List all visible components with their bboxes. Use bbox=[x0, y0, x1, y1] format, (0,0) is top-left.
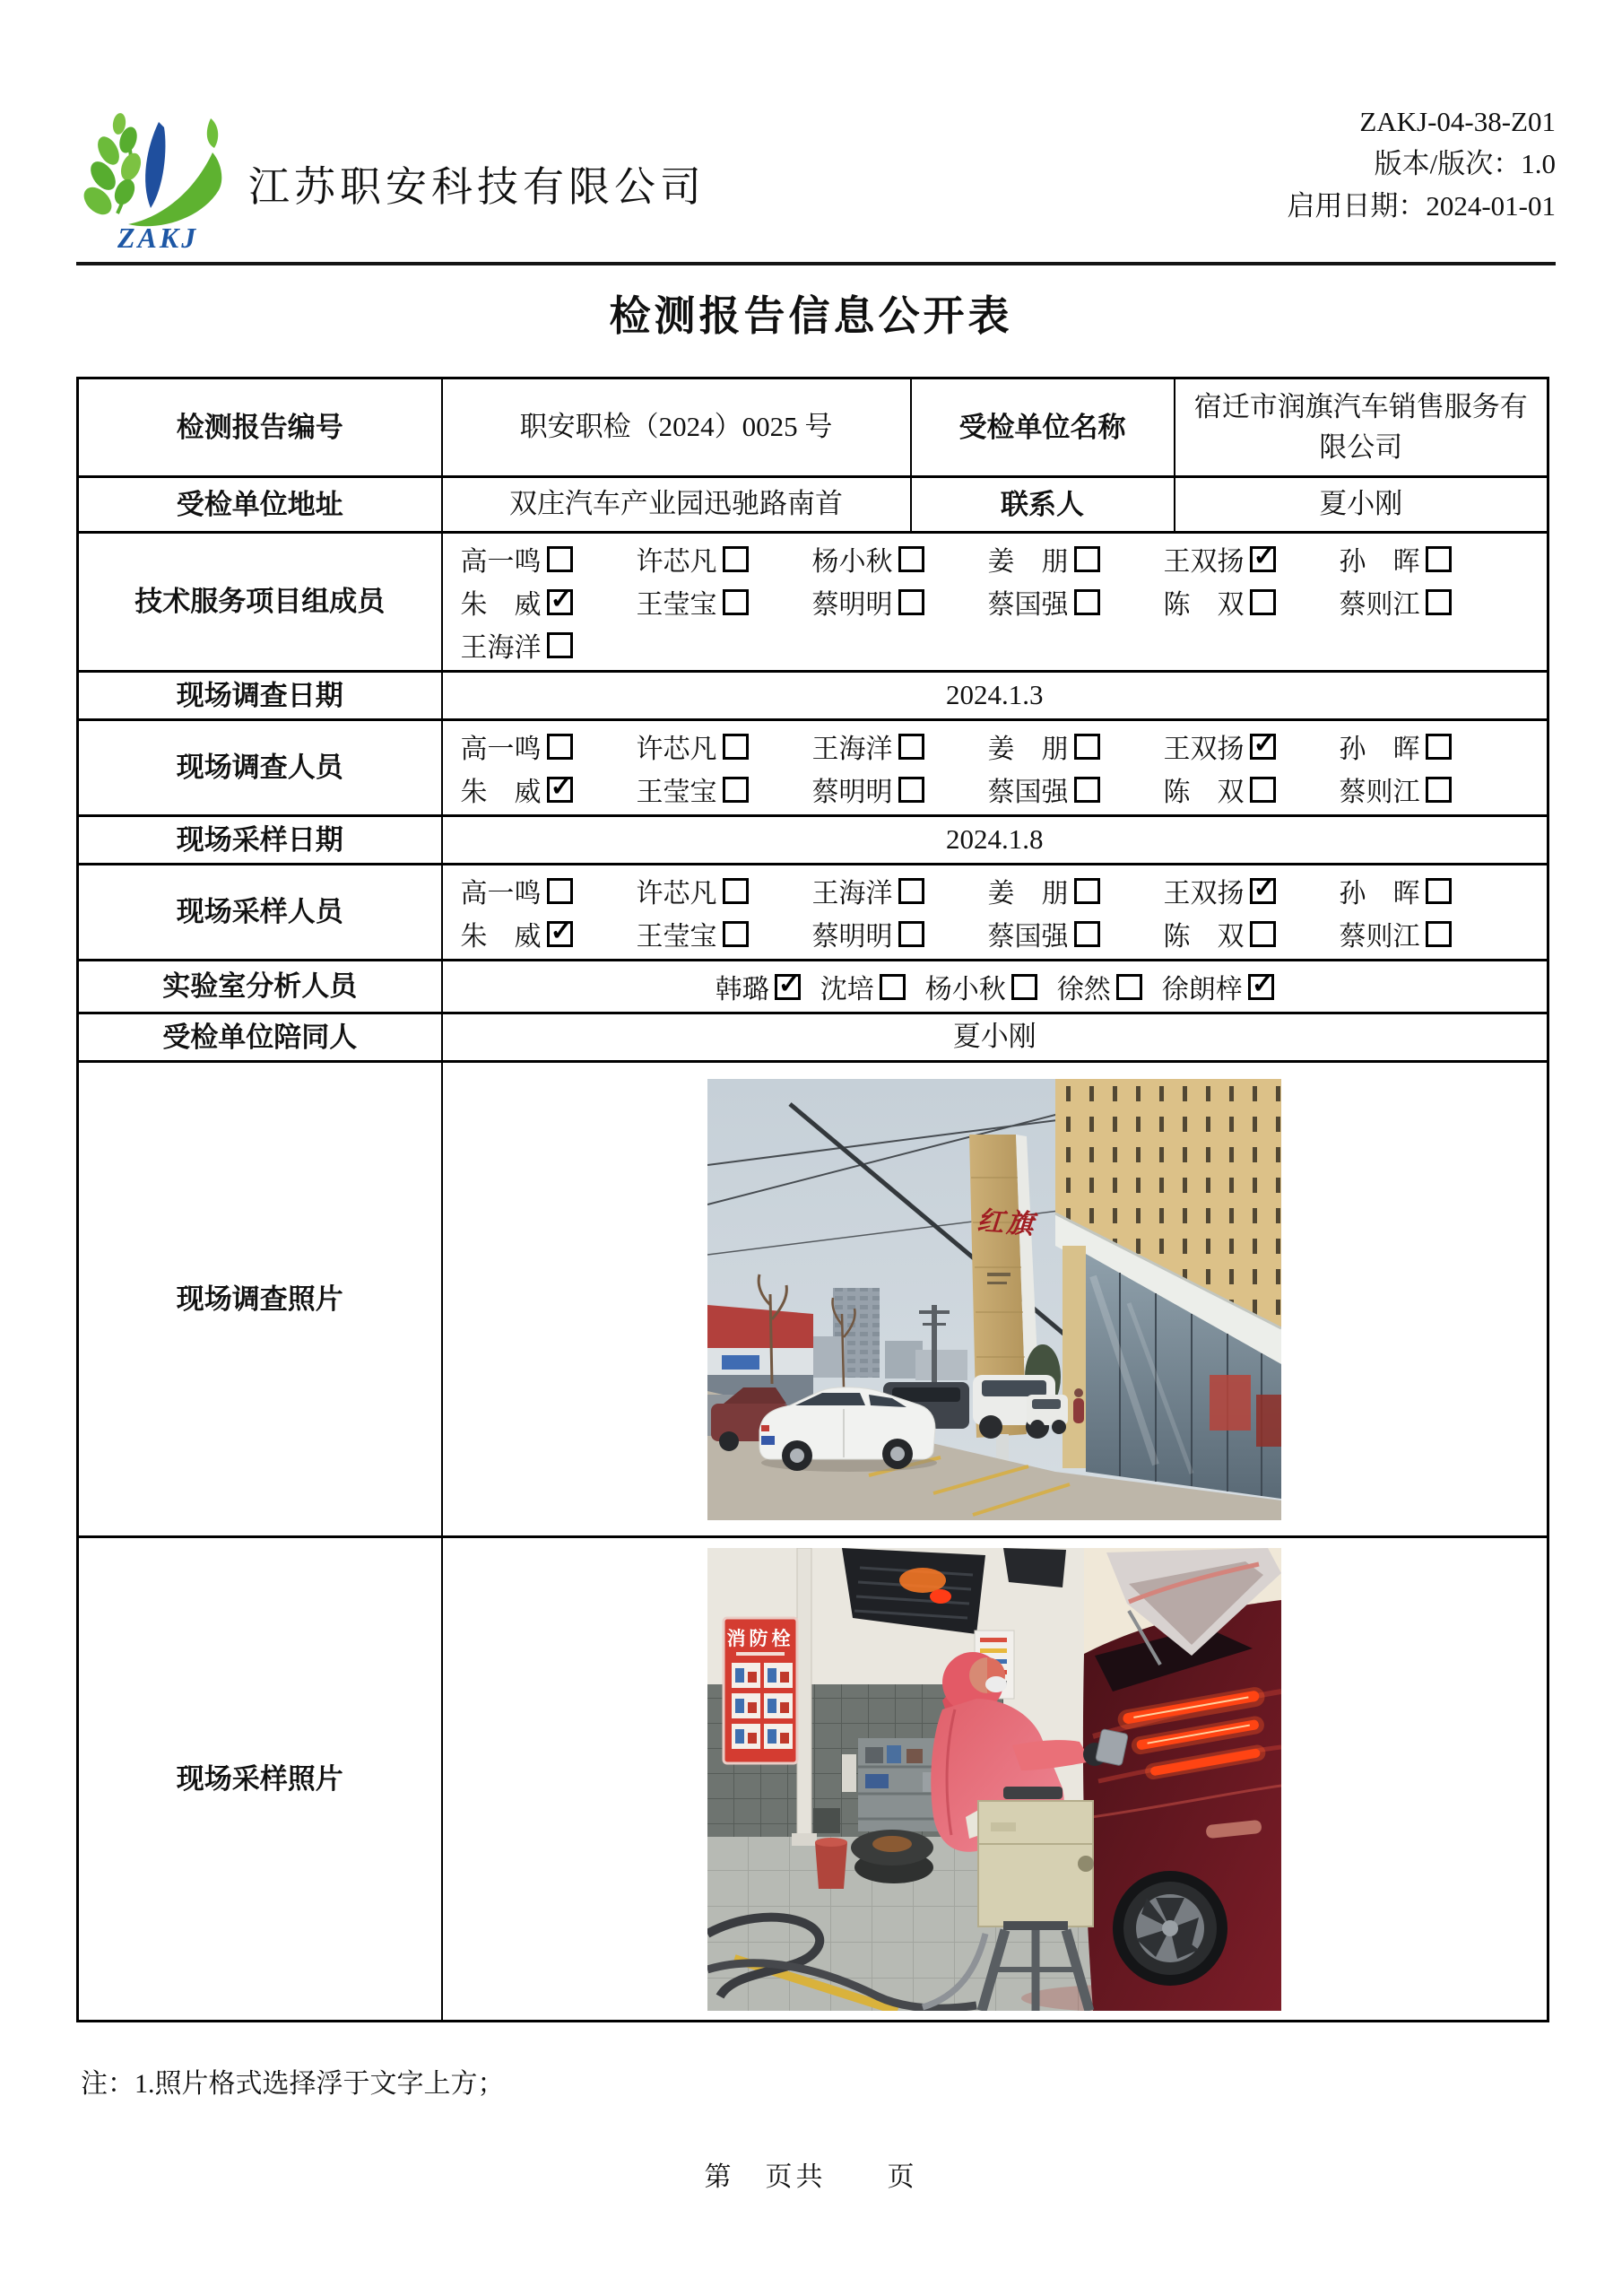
person-option bbox=[925, 967, 1037, 1006]
checkbox-unchecked[interactable] bbox=[723, 589, 749, 615]
person-option bbox=[1162, 967, 1274, 1006]
person-name: 蔡明明 bbox=[811, 922, 893, 952]
header-meta bbox=[1287, 100, 1556, 227]
checkbox-unchecked[interactable] bbox=[880, 974, 906, 1000]
checkbox-unchecked[interactable] bbox=[898, 546, 924, 572]
person-row bbox=[443, 965, 1548, 1008]
survey-photo bbox=[707, 1079, 1281, 1520]
person-option bbox=[637, 914, 812, 953]
zakj-logo-icon bbox=[78, 104, 239, 255]
person-row bbox=[461, 912, 1548, 955]
person-name: 蔡则江 bbox=[1339, 778, 1420, 807]
checkbox-unchecked[interactable] bbox=[1426, 878, 1452, 904]
person-name: 朱 威 bbox=[460, 922, 542, 952]
info-table bbox=[76, 377, 1549, 2022]
checkbox-unchecked[interactable] bbox=[723, 734, 749, 760]
person-name: 蔡明明 bbox=[811, 590, 893, 620]
person-name: 韩璐 bbox=[715, 975, 769, 1004]
checkbox-checked[interactable] bbox=[547, 921, 573, 947]
person-name: 王双扬 bbox=[1163, 547, 1245, 577]
checkbox-unchecked[interactable] bbox=[723, 878, 749, 904]
checkbox-unchecked[interactable] bbox=[1011, 974, 1037, 1000]
person-name: 杨小秋 bbox=[811, 547, 893, 577]
checkbox-unchecked[interactable] bbox=[1426, 777, 1452, 803]
person-name: 王双扬 bbox=[1163, 879, 1245, 909]
person-name: 徐朗梓 bbox=[1161, 975, 1243, 1004]
person-option bbox=[1340, 539, 1515, 578]
checkbox-unchecked[interactable] bbox=[1426, 734, 1452, 760]
person-option bbox=[1164, 582, 1340, 622]
checkbox-unchecked[interactable] bbox=[1250, 589, 1276, 615]
checkbox-unchecked[interactable] bbox=[1426, 921, 1452, 947]
person-row bbox=[461, 725, 1548, 768]
person-option bbox=[716, 967, 801, 1006]
checkbox-unchecked[interactable] bbox=[547, 734, 573, 760]
label-report-no: 检测报告编号 bbox=[78, 378, 442, 477]
person-option bbox=[637, 770, 812, 809]
row-sampling-staff bbox=[78, 865, 1548, 961]
company-logo bbox=[78, 104, 239, 255]
survey-photo-cell bbox=[442, 1062, 1548, 1537]
person-row bbox=[461, 869, 1548, 912]
person-name: 王莹宝 bbox=[636, 922, 717, 952]
value-sampling-date: 2024.1.8 bbox=[442, 816, 1548, 865]
person-name: 孙 晖 bbox=[1339, 735, 1420, 764]
label-team-members: 技术服务项目组成员 bbox=[78, 533, 442, 672]
checkbox-unchecked[interactable] bbox=[1250, 777, 1276, 803]
checkbox-checked[interactable] bbox=[775, 974, 801, 1000]
person-option bbox=[1164, 539, 1340, 578]
checkbox-unchecked[interactable] bbox=[1074, 777, 1100, 803]
checkbox-unchecked[interactable] bbox=[1074, 878, 1100, 904]
value-unit-address: 双庄汽车产业园迅驰路南首 bbox=[442, 477, 911, 533]
person-name: 蔡则江 bbox=[1339, 590, 1420, 620]
value-report-no: 职安职检（2024）0025 号 bbox=[442, 378, 911, 477]
doc-code: ZAKJ-04-38-Z01 bbox=[1359, 106, 1556, 137]
person-name: 蔡国强 bbox=[987, 922, 1069, 952]
checkbox-unchecked[interactable] bbox=[723, 921, 749, 947]
page-title: 检测报告信息公开表 bbox=[609, 292, 1013, 339]
person-option bbox=[1340, 582, 1515, 622]
person-row bbox=[461, 623, 1548, 666]
person-name: 王莹宝 bbox=[636, 778, 717, 807]
person-name: 蔡明明 bbox=[811, 778, 893, 807]
person-name: 王海洋 bbox=[811, 735, 893, 764]
person-name: 朱 威 bbox=[460, 778, 542, 807]
person-name: 陈 双 bbox=[1163, 590, 1245, 620]
person-name: 孙 晖 bbox=[1339, 879, 1420, 909]
person-option bbox=[1164, 726, 1340, 766]
checkbox-unchecked[interactable] bbox=[1074, 734, 1100, 760]
start-date-line: 启用日期：2024-01-01 bbox=[1287, 190, 1556, 222]
fire-hydrant-sign bbox=[724, 1618, 797, 1763]
hongqi-sign-text: 红旗 bbox=[976, 1205, 1037, 1240]
person-option bbox=[988, 871, 1164, 910]
person-option bbox=[812, 871, 988, 910]
person-option bbox=[812, 539, 988, 578]
person-option bbox=[637, 539, 812, 578]
checkbox-checked[interactable] bbox=[1250, 734, 1276, 760]
checkbox-unchecked[interactable] bbox=[898, 734, 924, 760]
value-survey-date: 2024.1.3 bbox=[442, 672, 1548, 720]
company-name: 江苏职安科技有限公司 bbox=[248, 164, 706, 210]
lab-staff-list bbox=[442, 961, 1548, 1013]
sampling-staff-list bbox=[442, 865, 1548, 961]
person-option bbox=[988, 582, 1164, 622]
person-option bbox=[461, 582, 637, 622]
person-row bbox=[461, 768, 1548, 811]
checkbox-unchecked[interactable] bbox=[898, 878, 924, 904]
label-sampling-staff: 现场采样人员 bbox=[78, 865, 442, 961]
logo-text: ZAKJ bbox=[117, 222, 199, 254]
sampling-photo bbox=[707, 1548, 1281, 2011]
person-option bbox=[1340, 726, 1515, 766]
checkbox-unchecked[interactable] bbox=[723, 546, 749, 572]
label-escort: 受检单位陪同人 bbox=[78, 1013, 442, 1062]
checkbox-unchecked[interactable] bbox=[547, 878, 573, 904]
person-option bbox=[461, 625, 637, 665]
person-option bbox=[1164, 871, 1340, 910]
person-option bbox=[812, 914, 988, 953]
person-option bbox=[988, 726, 1164, 766]
person-option bbox=[988, 914, 1164, 953]
person-name: 高一鸣 bbox=[460, 735, 542, 764]
person-option bbox=[812, 726, 988, 766]
person-name: 王海洋 bbox=[460, 633, 542, 663]
person-option bbox=[1057, 967, 1142, 1006]
label-unit-address: 受检单位地址 bbox=[78, 477, 442, 533]
person-option bbox=[461, 539, 637, 578]
person-name: 蔡则江 bbox=[1339, 922, 1420, 952]
row-unit-address bbox=[78, 477, 1548, 533]
checkbox-checked[interactable] bbox=[547, 777, 573, 803]
person-name: 王莹宝 bbox=[636, 590, 717, 620]
person-name: 朱 威 bbox=[460, 590, 542, 620]
value-escort: 夏小刚 bbox=[442, 1013, 1548, 1062]
person-name: 王双扬 bbox=[1163, 735, 1245, 764]
person-option bbox=[1340, 871, 1515, 910]
label-unit-name: 受检单位名称 bbox=[911, 378, 1175, 477]
person-option bbox=[637, 582, 812, 622]
person-option bbox=[461, 770, 637, 809]
checkbox-unchecked[interactable] bbox=[547, 546, 573, 572]
person-name: 姜 朋 bbox=[987, 735, 1069, 764]
label-survey-photo: 现场调查照片 bbox=[78, 1062, 442, 1537]
row-survey-staff bbox=[78, 720, 1548, 816]
person-option bbox=[461, 871, 637, 910]
person-name: 孙 晖 bbox=[1339, 547, 1420, 577]
person-name: 姜 朋 bbox=[987, 547, 1069, 577]
label-sampling-date: 现场采样日期 bbox=[78, 816, 442, 865]
person-name: 王海洋 bbox=[811, 879, 893, 909]
checkbox-unchecked[interactable] bbox=[547, 632, 573, 658]
person-name: 徐然 bbox=[1056, 975, 1111, 1004]
person-option bbox=[1340, 914, 1515, 953]
person-option bbox=[812, 770, 988, 809]
checkbox-unchecked[interactable] bbox=[1116, 974, 1142, 1000]
person-option bbox=[1164, 770, 1340, 809]
label-survey-staff: 现场调查人员 bbox=[78, 720, 442, 816]
document-header bbox=[76, 104, 1556, 265]
person-name: 许芯凡 bbox=[636, 735, 717, 764]
team-members-list bbox=[442, 533, 1548, 672]
checkbox-checked[interactable] bbox=[1250, 546, 1276, 572]
person-name: 高一鸣 bbox=[460, 879, 542, 909]
value-contact: 夏小刚 bbox=[1175, 477, 1548, 533]
row-survey-date bbox=[78, 672, 1548, 720]
person-name: 蔡国强 bbox=[987, 778, 1069, 807]
person-name: 许芯凡 bbox=[636, 547, 717, 577]
person-option bbox=[812, 582, 988, 622]
person-option bbox=[1164, 914, 1340, 953]
person-option bbox=[461, 914, 637, 953]
person-name: 沈培 bbox=[820, 975, 874, 1004]
checkbox-checked[interactable] bbox=[1248, 974, 1274, 1000]
row-report-no bbox=[78, 378, 1548, 477]
person-option bbox=[637, 726, 812, 766]
checkbox-checked[interactable] bbox=[1250, 878, 1276, 904]
checkbox-unchecked[interactable] bbox=[1074, 921, 1100, 947]
person-name: 许芯凡 bbox=[636, 879, 717, 909]
checkbox-unchecked[interactable] bbox=[1250, 921, 1276, 947]
note-text: 注：1.照片格式选择浮于文字上方； bbox=[81, 2069, 505, 2099]
checkbox-unchecked[interactable] bbox=[1074, 546, 1100, 572]
checkbox-unchecked[interactable] bbox=[1426, 546, 1452, 572]
person-option bbox=[637, 871, 812, 910]
row-team-members bbox=[78, 533, 1548, 672]
person-name: 陈 双 bbox=[1163, 778, 1245, 807]
row-sampling-date bbox=[78, 816, 1548, 865]
person-row bbox=[461, 580, 1548, 623]
checkbox-unchecked[interactable] bbox=[1426, 589, 1452, 615]
survey-staff-list bbox=[442, 720, 1548, 816]
person-row bbox=[461, 537, 1548, 580]
checkbox-unchecked[interactable] bbox=[1074, 589, 1100, 615]
checkbox-unchecked[interactable] bbox=[898, 589, 924, 615]
row-lab-staff bbox=[78, 961, 1548, 1013]
label-lab-staff: 实验室分析人员 bbox=[78, 961, 442, 1013]
person-option bbox=[988, 539, 1164, 578]
label-contact: 联系人 bbox=[911, 477, 1175, 533]
checkbox-unchecked[interactable] bbox=[898, 921, 924, 947]
label-sampling-photo: 现场采样照片 bbox=[78, 1537, 442, 2022]
page-footer: 第 页共 页 bbox=[704, 2162, 918, 2192]
value-unit-name: 宿迁市润旗汽车销售服务有限公司 bbox=[1175, 378, 1548, 477]
checkbox-unchecked[interactable] bbox=[723, 777, 749, 803]
row-survey-photo bbox=[78, 1062, 1548, 1537]
version-line: 版本/版次：1.0 bbox=[1374, 148, 1556, 179]
person-name: 陈 双 bbox=[1163, 922, 1245, 952]
person-option bbox=[1340, 770, 1515, 809]
person-option bbox=[820, 967, 906, 1006]
person-name: 杨小秋 bbox=[924, 975, 1006, 1004]
checkbox-unchecked[interactable] bbox=[898, 777, 924, 803]
sampling-photo-cell bbox=[442, 1537, 1548, 2022]
person-option bbox=[461, 726, 637, 766]
person-name: 蔡国强 bbox=[987, 590, 1069, 620]
person-option bbox=[988, 770, 1164, 809]
checkbox-checked[interactable] bbox=[547, 589, 573, 615]
person-name: 高一鸣 bbox=[460, 547, 542, 577]
row-escort bbox=[78, 1013, 1548, 1062]
fire-sign-text: 消防栓 bbox=[726, 1628, 794, 1649]
person-name: 姜 朋 bbox=[987, 879, 1069, 909]
row-sampling-photo bbox=[78, 1537, 1548, 2022]
label-survey-date: 现场调查日期 bbox=[78, 672, 442, 720]
